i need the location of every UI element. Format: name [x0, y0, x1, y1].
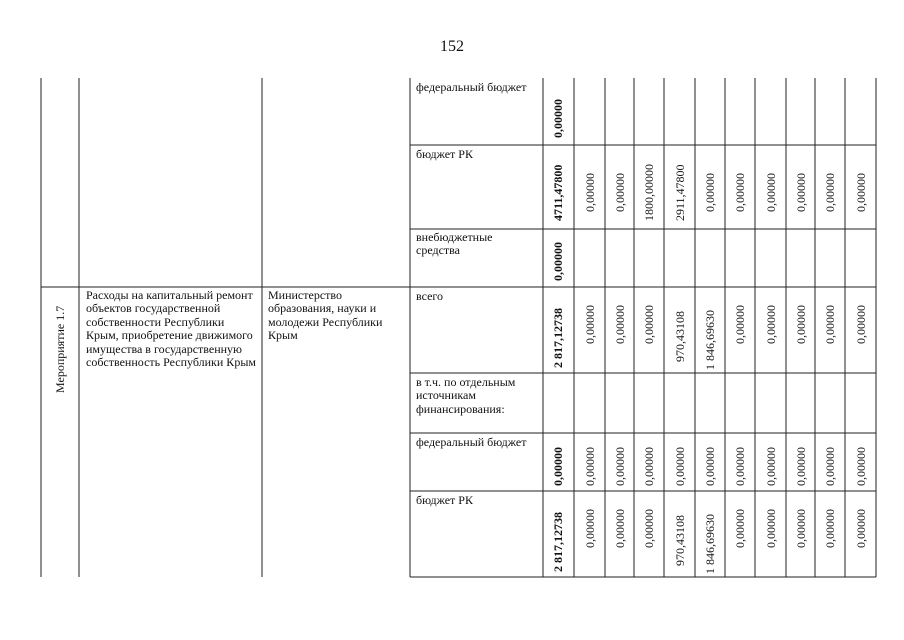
measure-label: Мероприятие 1.7 — [53, 305, 67, 393]
value-cell: 0,00000 — [642, 447, 656, 486]
value-cell: 0,00000 — [613, 173, 627, 212]
source-cell: бюджет РК — [416, 147, 473, 161]
source-cell: федеральный бюджет — [416, 80, 527, 94]
value-cell: 1 846,69630 — [703, 310, 717, 370]
source-cell: федеральный бюджет — [416, 435, 527, 449]
source-cell: всего — [416, 289, 444, 303]
source-cell: бюджет РК — [416, 493, 473, 507]
source-cell: в т.ч. по отдельным источникам финансирования: — [416, 375, 516, 416]
value-cell: 970,43108 — [673, 311, 687, 362]
value-cell: 0,00000 — [764, 173, 778, 212]
value-cell: 0,00000 — [823, 447, 837, 486]
value-cell: 0,00000 — [733, 509, 747, 548]
value-cell: 0,00000 — [794, 305, 808, 344]
value-cell: 0,00000 — [673, 447, 687, 486]
value-cell: 0,00000 — [703, 447, 717, 486]
executor: Министерство образования, науки и молодежи Республики Крым — [268, 288, 383, 343]
total-cell: 4711,47800 — [551, 164, 565, 221]
value-cell: 0,00000 — [583, 509, 597, 548]
value-cell: 0,00000 — [583, 447, 597, 486]
value-cell: 0,00000 — [613, 305, 627, 344]
total-cell: 0,00000 — [551, 447, 565, 486]
value-cell: 0,00000 — [733, 305, 747, 344]
value-cell: 0,00000 — [613, 447, 627, 486]
value-cell: 0,00000 — [703, 173, 717, 212]
total-cell: 0,00000 — [551, 99, 565, 138]
value-cell: 0,00000 — [764, 509, 778, 548]
value-cell: 970,43108 — [673, 515, 687, 566]
value-cell: 0,00000 — [642, 305, 656, 344]
value-cell: 0,00000 — [854, 173, 868, 212]
source-cell: внебюджетные средства — [416, 230, 493, 258]
value-cell: 2911,47800 — [673, 164, 687, 221]
value-cell: 0,00000 — [642, 509, 656, 548]
value-cell: 0,00000 — [823, 173, 837, 212]
value-cell: 0,00000 — [764, 305, 778, 344]
measure-description: Расходы на капитальный ремонт объектов государственной собственности Республики Крым, приобретение движимого имущества в государственную собственность Республики Крым — [86, 288, 256, 370]
value-cell: 0,00000 — [854, 447, 868, 486]
value-cell: 0,00000 — [794, 509, 808, 548]
value-cell: 0,00000 — [794, 173, 808, 212]
value-cell: 0,00000 — [794, 447, 808, 486]
value-cell: 0,00000 — [854, 509, 868, 548]
value-cell: 1800,00000 — [642, 164, 656, 221]
total-cell: 0,00000 — [551, 242, 565, 281]
value-cell: 0,00000 — [733, 447, 747, 486]
value-cell: 0,00000 — [854, 305, 868, 344]
value-cell: 0,00000 — [733, 173, 747, 212]
total-cell: 2 817,12738 — [551, 308, 565, 368]
total-cell: 2 817,12738 — [551, 512, 565, 572]
value-cell: 0,00000 — [823, 509, 837, 548]
value-cell: 1 846,69630 — [703, 514, 717, 574]
value-cell: 0,00000 — [764, 447, 778, 486]
value-cell: 0,00000 — [823, 305, 837, 344]
value-cell: 0,00000 — [613, 509, 627, 548]
page-number: 152 — [440, 38, 464, 55]
value-cell: 0,00000 — [583, 173, 597, 212]
value-cell: 0,00000 — [583, 305, 597, 344]
